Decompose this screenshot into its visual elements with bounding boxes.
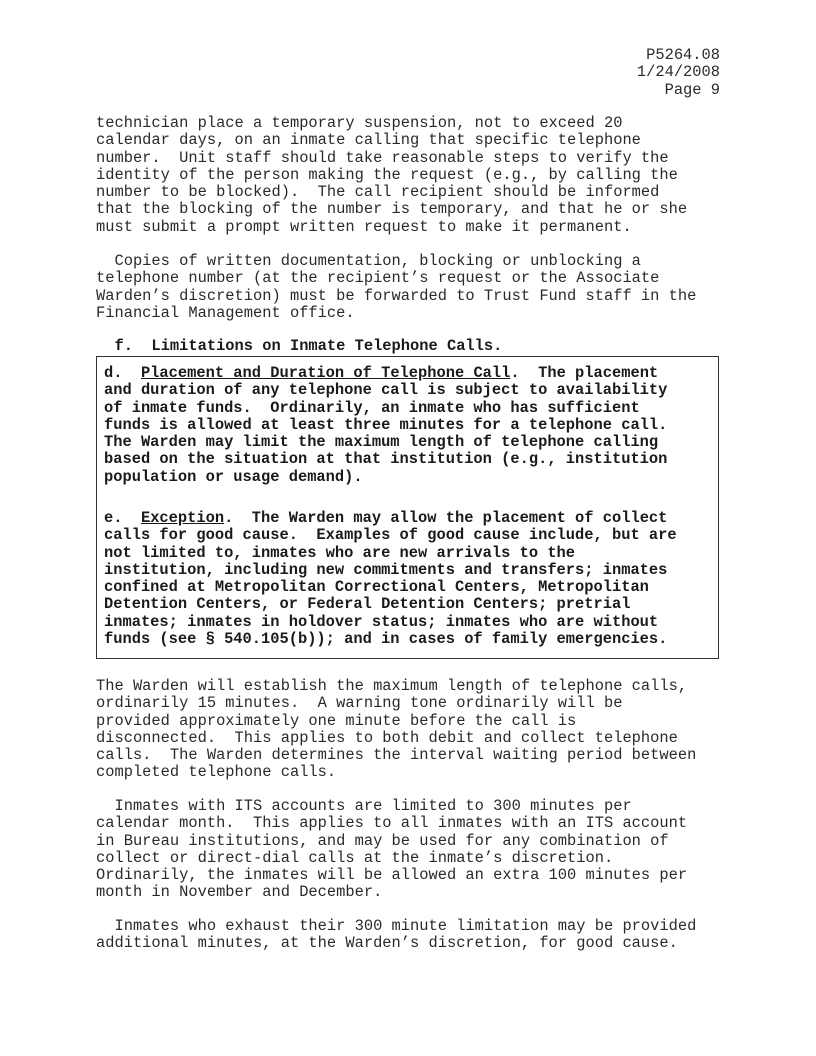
section-heading-limitations: f. Limitations on Inmate Telephone Calls.	[96, 337, 503, 355]
item-e-text-first: . The Warden may allow the placement of collect	[224, 509, 668, 527]
item-d-title: Placement and Duration of Telephone Call	[140, 364, 511, 382]
item-d-text-first: . The placement	[510, 364, 659, 382]
paragraph-temporary-suspension: technician place a temporary suspension, not to exceed 20 calendar days, on an inmate calling that specific telephone number. Unit staff should take reasonable steps to verify the identity of the person making the request (e.g., by calling the number to be blocked). The call recipient should be informed that the blocking of the number is temporary, and that he or she must submit a prompt written request to make it permanent.	[96, 114, 688, 236]
item-d-label: d.	[104, 364, 141, 382]
item-e-label: e.	[104, 509, 141, 527]
item-d-text: and duration of any telephone call is subject to availability of inmate funds. Ordinarily, an inmate who has sufficient funds is allowed at least three minutes for a telephone call. The Warden may limit the maximum length of telephone calling based on the situation at that institution (e.g., institution population or usage demand).	[104, 381, 668, 486]
regulation-text-box	[96, 356, 719, 659]
item-e-text: calls for good cause. Examples of good cause include, but are not limited to, inmates who are new arrivals to the institution, including new commitments and transfers; inmates confined at Metropolitan Correctional Centers, Metropolitan Detention Centers, or Federal Detention Centers; pretrial inmates; inmates in holdover status; inmates who are without funds (see § 540.105(b)); and in cases of family emergencies.	[104, 526, 677, 649]
regulation-item-e	[104, 510, 677, 648]
document-header	[637, 47, 720, 99]
item-e-title: Exception	[140, 509, 225, 527]
page-number: Page 9	[664, 80, 720, 99]
regulation-item-d	[104, 365, 667, 486]
paragraph-maximum-length: The Warden will establish the maximum length of telephone calls, ordinarily 15 minutes. A warning tone ordinarily will be provided approximately one minute before the call is disconnected. This applies to both debit and collect telephone calls. The Warden determines the interval waiting period between completed telephone calls.	[96, 677, 697, 782]
paragraph-additional-minutes: Inmates who exhaust their 300 minute limitation may be provided additional minutes, at the Warden’s discretion, for good cause.	[96, 917, 697, 953]
paragraph-written-documentation: Copies of written documentation, blocking or unblocking a telephone number (at the recipient’s request or the Associate Warden’s discretion) must be forwarded to Trust Fund staff in the Financial Management office.	[96, 252, 697, 322]
doc-number: P5264.08	[646, 46, 720, 64]
paragraph-its-accounts: Inmates with ITS accounts are limited to 300 minutes per calendar month. This applies to all inmates with an ITS account in Bureau institutions, and may be used for any combination of collect or direct-dial calls at the inmate’s discretion. Ordinarily, the inmates will be allowed an extra 100 minutes per month in November and December.	[96, 797, 688, 902]
doc-date: 1/24/2008	[636, 63, 720, 82]
